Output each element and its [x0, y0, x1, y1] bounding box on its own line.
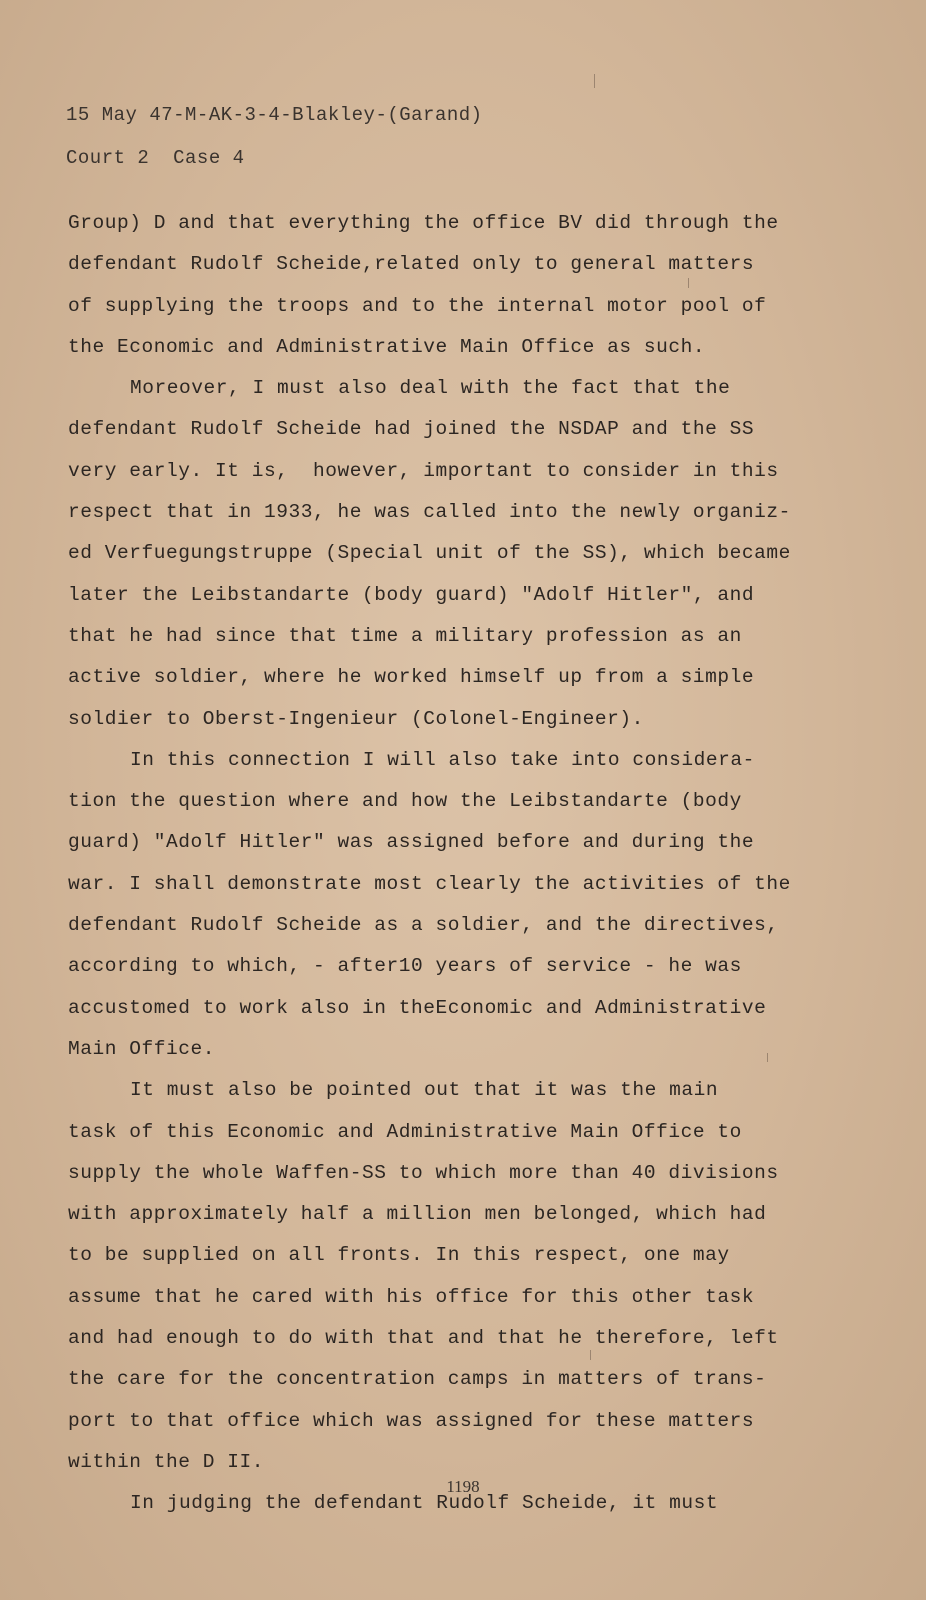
text-line: accustomed to work also in theEconomic and Administrative — [68, 996, 767, 1019]
text-line: the Economic and Administrative Main Office as such. — [68, 335, 706, 358]
text-line: In this connection I will also take into considera- — [130, 748, 755, 771]
text-line: task of this Economic and Administrative Main Office to — [68, 1120, 742, 1143]
text-line: respect that in 1933, he was called into the newly organiz- — [68, 501, 791, 524]
text-line: Moreover, I must also deal with the fact that the — [130, 377, 731, 400]
text-line: guard) "Adolf Hitler" was assigned before and during the — [68, 831, 755, 854]
text-line: that he had since that time a military profession as an — [68, 624, 742, 647]
text-line: defendant Rudolf Scheide as a soldier, and the directives, — [68, 914, 779, 937]
text-line: Group) D and that everything the office BV did through the — [68, 212, 779, 234]
text-line: soldier to Oberst-Ingenieur (Colonel-Engineer). — [68, 707, 644, 730]
text-line: very early. It is, however, important to consider in this — [68, 459, 779, 482]
page-number: 1198 — [446, 1477, 480, 1496]
text-line: active soldier, where he worked himself up from a simple — [68, 666, 755, 689]
document-body — [68, 203, 898, 1525]
text-line: within the D II. — [68, 1450, 265, 1473]
text-line: defendant Rudolf Scheide,related only to general matters — [68, 253, 755, 276]
text-line: defendant Rudolf Scheide had joined the NSDAP and the SS — [68, 418, 755, 441]
text-line: of supplying the troops and to the internal motor pool of — [68, 294, 767, 317]
text-line: according to which, - after10 years of service - he was — [68, 955, 742, 978]
text-line: assume that he cared with his office for this other task — [68, 1285, 755, 1308]
text-line: later the Leibstandarte (body guard) "Adolf Hitler", and — [68, 583, 755, 606]
text-line: and had enough to do with that and that he therefore, left — [68, 1327, 779, 1350]
text-line: It must also be pointed out that it was the main — [130, 1079, 719, 1102]
text-line: with approximately half a million men belonged, which had — [68, 1203, 767, 1226]
text-line: tion the question where and how the Leibstandarte (body — [68, 790, 742, 813]
court-case-label: Court 2 Case 4 — [66, 147, 245, 169]
text-line: port to that office which was assigned for these matters — [68, 1409, 755, 1432]
text-line: Main Office. — [68, 1037, 216, 1060]
text-line: to be supplied on all fronts. In this respect, one may — [68, 1244, 730, 1267]
text-line: supply the whole Waffen-SS to which more than 40 divisions — [68, 1161, 779, 1184]
text-line: In judging the defendant Rudolf Scheide, it must — [130, 1492, 719, 1515]
text-line: the care for the concentration camps in matters of trans- — [68, 1368, 767, 1391]
text-line: war. I shall demonstrate most clearly the activities of the — [68, 872, 791, 895]
document-reference: 15 May 47-M-AK-3-4-Blakley-(Garand) — [66, 104, 483, 126]
text-line: ed Verfuegungstruppe (Special unit of the SS), which became — [68, 542, 791, 565]
stray-mark — [594, 74, 595, 88]
